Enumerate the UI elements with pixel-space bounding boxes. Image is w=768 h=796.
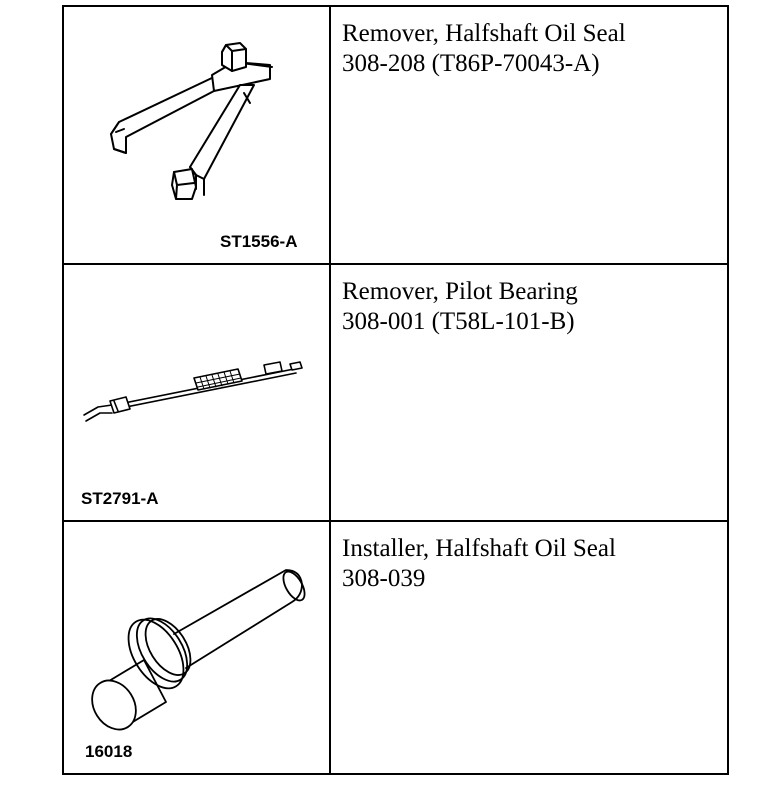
tool-number: 308-208 (T86P-70043-A) [342, 50, 600, 77]
tool-number: 308-039 [342, 565, 426, 592]
halfshaft-seal-remover-icon [64, 7, 329, 263]
tool-illustration-cell [64, 7, 331, 265]
tool-number: 308-001 (T58L-101-B) [342, 308, 575, 335]
tool-name: Installer, Halfshaft Oil Seal [342, 535, 616, 562]
tool-illustration-cell [64, 522, 331, 773]
tool-illustration-cell [64, 265, 331, 522]
pilot-bearing-remover-icon [64, 265, 329, 520]
tool-name: Remover, Pilot Bearing [342, 278, 578, 305]
figure-code: ST1556-A [220, 232, 298, 251]
figure-code: ST2791-A [81, 489, 159, 508]
tool-description-cell [331, 265, 727, 522]
tool-description-cell [331, 522, 727, 773]
special-tools-table [62, 5, 729, 775]
tool-name: Remover, Halfshaft Oil Seal [342, 20, 626, 47]
halfshaft-seal-installer-icon [64, 522, 329, 775]
figure-code: 16018 [85, 742, 133, 761]
tool-description-cell [331, 7, 727, 265]
